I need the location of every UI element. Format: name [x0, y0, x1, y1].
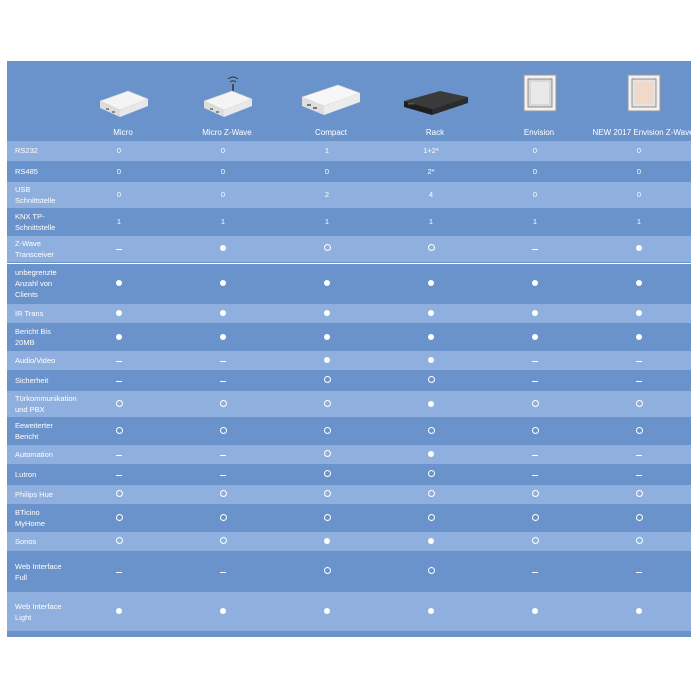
filled-dot-icon: [428, 401, 434, 407]
feature-label: Sonos: [7, 532, 67, 552]
table-row: [7, 391, 691, 418]
feature-cell: [483, 371, 587, 391]
feature-cell: [587, 324, 691, 351]
filled-dot-icon: [220, 280, 226, 286]
hollow-dot-icon: [116, 490, 123, 497]
feature-value: 0: [67, 181, 171, 208]
feature-value: 0: [171, 181, 275, 208]
feature-value: 2*: [379, 161, 483, 181]
dash-icon: [116, 572, 122, 573]
dash-icon: [532, 381, 538, 382]
feature-cell: [171, 592, 275, 632]
feature-cell: [171, 552, 275, 592]
table-row: [7, 418, 691, 445]
hollow-dot-icon: [324, 244, 331, 251]
feature-cell: [379, 445, 483, 465]
product-micro: [71, 61, 175, 140]
feature-label: USB Schnittstelle: [7, 181, 67, 208]
hollow-dot-icon: [324, 490, 331, 497]
filled-dot-icon: [220, 310, 226, 316]
feature-label: Bericht Bis 20MB: [7, 324, 67, 351]
feature-table: [7, 141, 691, 632]
hollow-dot-icon: [428, 490, 435, 497]
feature-cell: [587, 532, 691, 552]
dash-icon: [116, 381, 122, 382]
product-name: Rack: [425, 128, 445, 137]
hollow-dot-icon: [116, 400, 123, 407]
hollow-dot-icon: [636, 514, 643, 521]
product-rack: [383, 61, 487, 140]
feature-value: 0: [171, 161, 275, 181]
feature-cell: [587, 485, 691, 505]
hollow-dot-icon: [636, 427, 643, 434]
filled-dot-icon: [220, 334, 226, 340]
feature-value: 1: [275, 141, 379, 161]
dash-icon: [532, 361, 538, 362]
hollow-dot-icon: [532, 537, 539, 544]
feature-cell: [171, 235, 275, 262]
micro-zwave-device-icon: [192, 73, 262, 123]
feature-cell: [67, 418, 171, 445]
feature-cell: [275, 324, 379, 351]
table-row: [7, 161, 691, 181]
feature-cell: [67, 391, 171, 418]
feature-label: BTicino MyHome: [7, 505, 67, 532]
feature-cell: [67, 351, 171, 371]
feature-label: Automation: [7, 445, 67, 465]
filled-dot-icon: [636, 608, 642, 614]
feature-cell: [275, 592, 379, 632]
hollow-dot-icon: [532, 490, 539, 497]
filled-dot-icon: [636, 334, 642, 340]
feature-label: Eeweiterter Bericht: [7, 418, 67, 445]
table-row: [7, 235, 691, 262]
feature-cell: [67, 371, 171, 391]
hollow-dot-icon: [428, 514, 435, 521]
hollow-dot-icon: [324, 427, 331, 434]
dash-icon: [532, 475, 538, 476]
hollow-dot-icon: [532, 427, 539, 434]
feature-label: Web Interface Light: [7, 592, 67, 632]
feature-cell: [67, 465, 171, 485]
feature-cell: [67, 324, 171, 351]
filled-dot-icon: [116, 608, 122, 614]
hollow-dot-icon: [116, 514, 123, 521]
feature-cell: [483, 445, 587, 465]
dash-icon: [636, 475, 642, 476]
feature-cell: [587, 304, 691, 324]
feature-value: 1: [67, 208, 171, 235]
feature-cell: [483, 324, 587, 351]
feature-label: unbegrenzte Anzahl von Clients: [7, 264, 67, 304]
hollow-dot-icon: [220, 400, 227, 407]
table-row: [7, 141, 691, 161]
feature-cell: [379, 304, 483, 324]
table-row: [7, 304, 691, 324]
filled-dot-icon: [324, 310, 330, 316]
feature-cell: [483, 264, 587, 304]
filled-dot-icon: [220, 245, 226, 251]
feature-cell: [67, 445, 171, 465]
dash-icon: [532, 572, 538, 573]
table-row: [7, 532, 691, 552]
feature-value: 0: [587, 181, 691, 208]
rack-device-icon: [400, 73, 470, 123]
table-row: [7, 351, 691, 371]
feature-cell: [67, 532, 171, 552]
dash-icon: [220, 572, 226, 573]
hollow-dot-icon: [220, 514, 227, 521]
feature-cell: [171, 371, 275, 391]
feature-value: 1: [483, 208, 587, 235]
feature-cell: [379, 465, 483, 485]
feature-cell: [483, 592, 587, 632]
feature-label: Audio/Video: [7, 351, 67, 371]
feature-cell: [379, 418, 483, 445]
feature-value: 1: [379, 208, 483, 235]
feature-value: 0: [67, 161, 171, 181]
table-row: [7, 264, 691, 304]
feature-cell: [275, 532, 379, 552]
feature-value: 0: [67, 141, 171, 161]
feature-cell: [483, 532, 587, 552]
feature-cell: [483, 465, 587, 485]
feature-cell: [483, 235, 587, 262]
feature-cell: [483, 552, 587, 592]
hollow-dot-icon: [428, 567, 435, 574]
filled-dot-icon: [428, 538, 434, 544]
feature-label: RS485: [7, 161, 67, 181]
hollow-dot-icon: [532, 514, 539, 521]
hollow-dot-icon: [324, 514, 331, 521]
table-row: [7, 465, 691, 485]
feature-label: Z-Wave Transceiver: [7, 235, 67, 262]
feature-cell: [483, 304, 587, 324]
feature-value: 0: [483, 141, 587, 161]
feature-cell: [171, 264, 275, 304]
feature-cell: [379, 324, 483, 351]
feature-cell: [275, 391, 379, 418]
filled-dot-icon: [532, 310, 538, 316]
feature-cell: [67, 235, 171, 262]
feature-cell: [483, 485, 587, 505]
filled-dot-icon: [324, 608, 330, 614]
feature-label: RS232: [7, 141, 67, 161]
feature-cell: [67, 505, 171, 532]
filled-dot-icon: [636, 245, 642, 251]
filled-dot-icon: [116, 280, 122, 286]
table-row: [7, 371, 691, 391]
product-name: Micro: [113, 128, 133, 137]
filled-dot-icon: [532, 334, 538, 340]
feature-cell: [587, 552, 691, 592]
feature-value: 0: [171, 141, 275, 161]
feature-cell: [275, 465, 379, 485]
feature-cell: [67, 264, 171, 304]
hollow-dot-icon: [636, 537, 643, 544]
feature-cell: [587, 351, 691, 371]
dash-icon: [636, 361, 642, 362]
table-row: [7, 445, 691, 465]
feature-cell: [275, 505, 379, 532]
filled-dot-icon: [324, 334, 330, 340]
feature-cell: [587, 592, 691, 632]
filled-dot-icon: [636, 280, 642, 286]
feature-cell: [171, 324, 275, 351]
envision-zwave-panel-icon: [608, 73, 678, 123]
feature-value: 0: [483, 161, 587, 181]
feature-cell: [379, 235, 483, 262]
feature-value: 1: [587, 208, 691, 235]
filled-dot-icon: [428, 310, 434, 316]
filled-dot-icon: [428, 357, 434, 363]
feature-label: Sicherheit: [7, 371, 67, 391]
hollow-dot-icon: [428, 376, 435, 383]
filled-dot-icon: [116, 310, 122, 316]
feature-cell: [275, 485, 379, 505]
feature-label: Türkommunikation und PBX: [7, 391, 67, 418]
feature-cell: [587, 235, 691, 262]
dash-icon: [636, 381, 642, 382]
feature-value: 0: [587, 141, 691, 161]
feature-cell: [171, 351, 275, 371]
product-name: NEW 2017 Envision Z-Wave: [592, 128, 694, 137]
hollow-dot-icon: [428, 427, 435, 434]
feature-cell: [275, 235, 379, 262]
filled-dot-icon: [428, 280, 434, 286]
table-row: [7, 208, 691, 235]
feature-cell: [483, 351, 587, 371]
filled-dot-icon: [532, 280, 538, 286]
filled-dot-icon: [532, 608, 538, 614]
feature-label: Lutron: [7, 465, 67, 485]
dash-icon: [636, 455, 642, 456]
feature-cell: [275, 351, 379, 371]
hollow-dot-icon: [532, 400, 539, 407]
feature-cell: [379, 552, 483, 592]
product-name: Envision: [523, 128, 555, 137]
feature-cell: [171, 485, 275, 505]
dash-icon: [116, 361, 122, 362]
hollow-dot-icon: [324, 470, 331, 477]
feature-value: 1+2*: [379, 141, 483, 161]
product-header: [7, 61, 694, 140]
hollow-dot-icon: [428, 470, 435, 477]
micro-device-icon: [88, 73, 158, 123]
table-row: [7, 181, 691, 208]
table-row: [7, 552, 691, 592]
feature-cell: [379, 532, 483, 552]
hollow-dot-icon: [220, 490, 227, 497]
feature-cell: [171, 418, 275, 445]
dash-icon: [532, 455, 538, 456]
feature-cell: [275, 445, 379, 465]
feature-cell: [483, 418, 587, 445]
feature-label: IR Trans: [7, 304, 67, 324]
dash-icon: [220, 475, 226, 476]
dash-icon: [636, 572, 642, 573]
feature-cell: [379, 351, 483, 371]
feature-cell: [587, 391, 691, 418]
table-row: [7, 324, 691, 351]
hollow-dot-icon: [220, 537, 227, 544]
dash-icon: [116, 455, 122, 456]
envision-panel-icon: [504, 73, 574, 123]
hollow-dot-icon: [324, 376, 331, 383]
feature-cell: [67, 304, 171, 324]
feature-cell: [379, 485, 483, 505]
hollow-dot-icon: [116, 427, 123, 434]
feature-cell: [587, 445, 691, 465]
dash-icon: [220, 361, 226, 362]
product-compact: [279, 61, 383, 140]
feature-cell: [587, 371, 691, 391]
hollow-dot-icon: [220, 427, 227, 434]
hollow-dot-icon: [116, 537, 123, 544]
feature-value: 0: [483, 181, 587, 208]
hollow-dot-icon: [636, 400, 643, 407]
hollow-dot-icon: [636, 490, 643, 497]
feature-cell: [587, 418, 691, 445]
hollow-dot-icon: [324, 400, 331, 407]
filled-dot-icon: [220, 608, 226, 614]
feature-value: 1: [171, 208, 275, 235]
feature-cell: [275, 264, 379, 304]
feature-cell: [379, 505, 483, 532]
filled-dot-icon: [324, 538, 330, 544]
feature-cell: [483, 391, 587, 418]
dash-icon: [532, 249, 538, 250]
feature-cell: [379, 264, 483, 304]
feature-cell: [171, 304, 275, 324]
feature-cell: [67, 592, 171, 632]
feature-cell: [275, 304, 379, 324]
feature-cell: [171, 505, 275, 532]
feature-value: 2: [275, 181, 379, 208]
feature-cell: [379, 371, 483, 391]
feature-cell: [587, 465, 691, 485]
feature-cell: [379, 592, 483, 632]
filled-dot-icon: [428, 451, 434, 457]
compact-device-icon: [296, 73, 366, 123]
table-row: [7, 505, 691, 532]
filled-dot-icon: [324, 280, 330, 286]
filled-dot-icon: [116, 334, 122, 340]
feature-label: KNX TP-Schnittstelle: [7, 208, 67, 235]
feature-value: 0: [275, 161, 379, 181]
hollow-dot-icon: [324, 450, 331, 457]
product-name: Micro Z-Wave: [202, 128, 252, 137]
feature-cell: [275, 371, 379, 391]
filled-dot-icon: [324, 357, 330, 363]
filled-dot-icon: [428, 334, 434, 340]
feature-cell: [587, 264, 691, 304]
feature-cell: [171, 445, 275, 465]
dash-icon: [220, 381, 226, 382]
table-row: [7, 592, 691, 632]
feature-cell: [275, 552, 379, 592]
feature-label: Web Interface Full: [7, 552, 67, 592]
filled-dot-icon: [428, 608, 434, 614]
feature-value: 1: [275, 208, 379, 235]
hollow-dot-icon: [324, 567, 331, 574]
dash-icon: [116, 249, 122, 250]
feature-cell: [171, 391, 275, 418]
dash-icon: [220, 455, 226, 456]
product-micro-zwave: [175, 61, 279, 140]
dash-icon: [116, 475, 122, 476]
feature-cell: [587, 505, 691, 532]
feature-value: 4: [379, 181, 483, 208]
table-row: [7, 485, 691, 505]
feature-label: Philips Hue: [7, 485, 67, 505]
hollow-dot-icon: [428, 244, 435, 251]
feature-cell: [379, 391, 483, 418]
feature-cell: [483, 505, 587, 532]
product-name: Compact: [314, 128, 347, 137]
feature-value: 0: [587, 161, 691, 181]
feature-cell: [275, 418, 379, 445]
product-envision-zwave: [591, 61, 695, 140]
feature-cell: [67, 485, 171, 505]
filled-dot-icon: [636, 310, 642, 316]
product-envision: [487, 61, 591, 140]
feature-cell: [171, 532, 275, 552]
feature-cell: [67, 552, 171, 592]
feature-cell: [171, 465, 275, 485]
